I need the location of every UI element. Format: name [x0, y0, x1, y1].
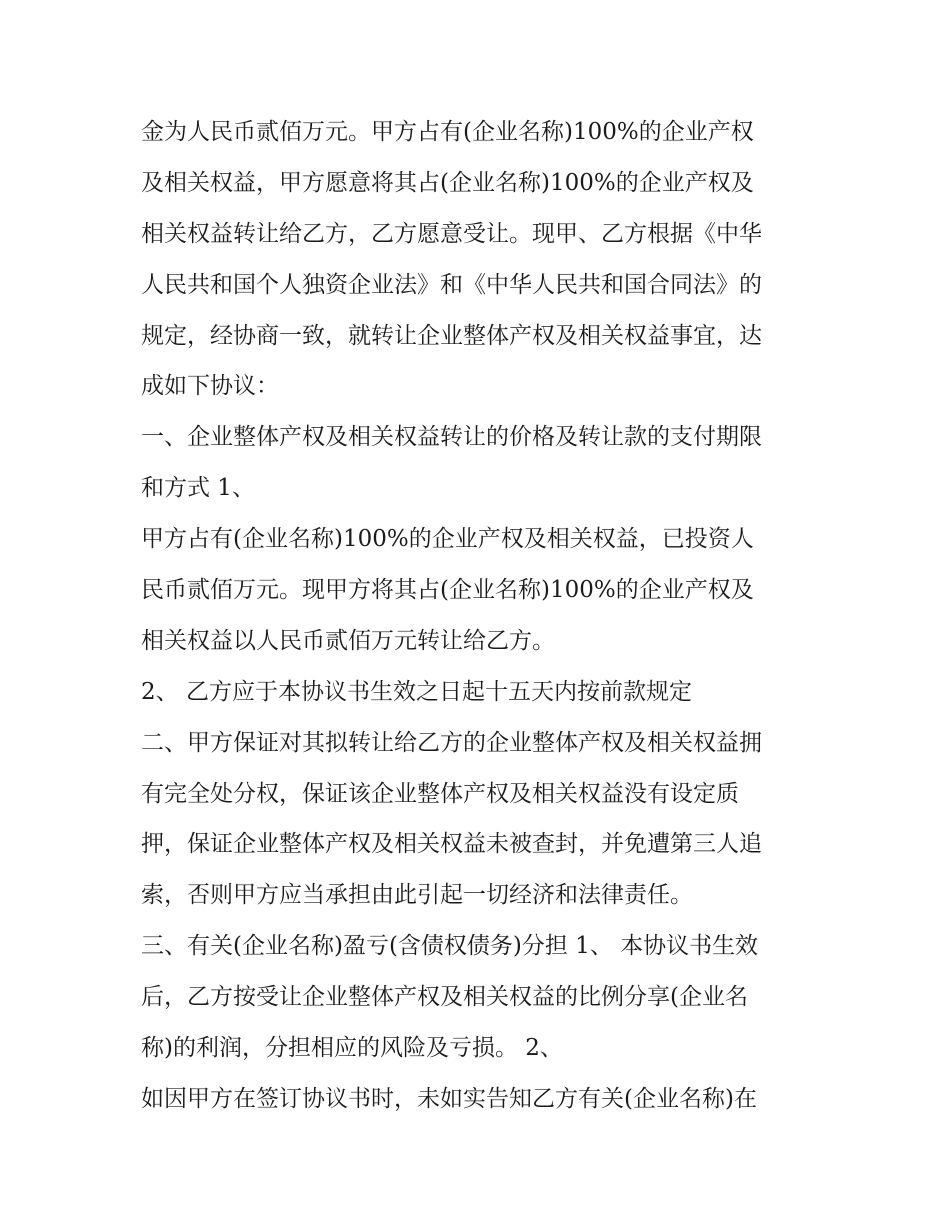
- section-heading-3: 三、有关(企业名称)盈亏(含债权债务)分担 1、 本协议书生效: [141, 933, 759, 960]
- text-line: 相关权益转让给乙方，乙方愿意受让。现甲、乙方根据《中华: [141, 220, 762, 247]
- text-line: 如因甲方在签订协议书时，未如实告知乙方有关(企业名称)在: [141, 1085, 757, 1112]
- text-line: 民币贰佰万元。现甲方将其占(企业名称)100%的企业产权及: [141, 577, 754, 604]
- text-line: 相关权益以人民币贰佰万元转让给乙方。: [141, 627, 555, 654]
- clause-item-2: 2、 乙方应于本协议书生效之日起十五天内按前款规定: [141, 678, 692, 705]
- section-heading-2: 二、甲方保证对其拟转让给乙方的企业整体产权及相关权益拥: [141, 729, 762, 756]
- text-line: 金为人民币贰佰万元。甲方占有(企业名称)100%的企业产权: [141, 119, 754, 145]
- text-line: 称)的利润，分担相应的风险及亏损。 2、: [141, 1035, 563, 1062]
- text-line: 甲方占有(企业名称)100%的企业产权及相关权益，已投资人: [141, 526, 754, 553]
- text-line: 成如下协议：: [141, 373, 279, 400]
- text-line: 人民共和国个人独资企业法》和《中华人民共和国合同法》的: [141, 271, 762, 298]
- text-line: 有完全处分权，保证该企业整体产权及相关权益没有设定质: [141, 780, 739, 807]
- text-line: 及相关权益，甲方愿意将其占(企业名称)100%的企业产权及: [141, 169, 754, 196]
- text-line: 后，乙方按受让企业整体产权及相关权益的比例分享(企业名: [141, 984, 748, 1011]
- document-body: [141, 107, 831, 1125]
- text-line: 和方式 1、: [141, 475, 255, 502]
- text-line: 索，否则甲方应当承担由此引起一切经济和法律责任。: [141, 882, 693, 909]
- section-heading-1: 一、企业整体产权及相关权益转让的价格及转让款的支付期限: [141, 424, 762, 451]
- text-line: 规定，经协商一致，就转让企业整体产权及相关权益事宜，达: [141, 322, 762, 349]
- text-line: 押，保证企业整体产权及相关权益未被查封，并免遭第三人追: [141, 831, 762, 858]
